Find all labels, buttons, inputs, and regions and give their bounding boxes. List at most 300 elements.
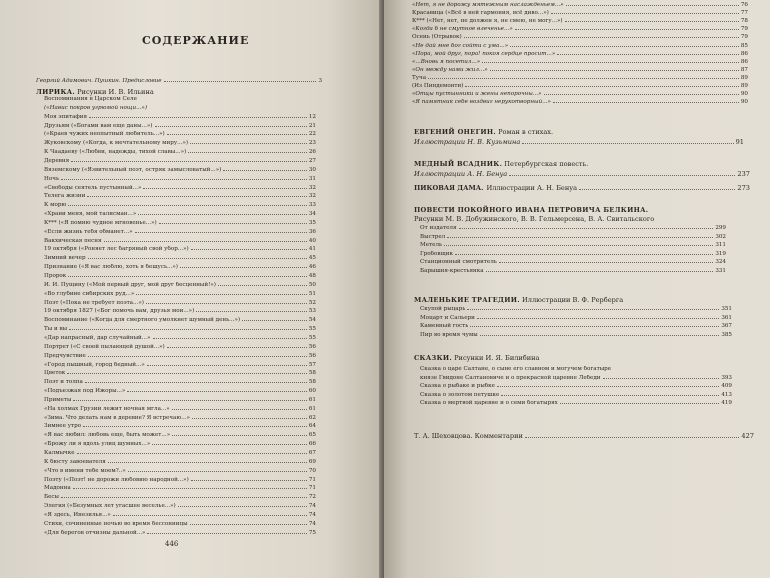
list-item (44, 185, 316, 192)
list-item (420, 332, 732, 339)
entry-page: 299 (715, 225, 726, 231)
leader-dots (104, 241, 307, 242)
leader-dots (77, 453, 307, 454)
entry-page: 413 (721, 391, 732, 398)
list-item (44, 149, 316, 156)
entry-page: 12 (308, 113, 316, 120)
entry-page: 40 (308, 237, 316, 244)
leader-dots (525, 437, 740, 438)
leader-dots (135, 232, 307, 233)
entry-title: Пророк (44, 273, 67, 279)
entry-page: 71 (308, 476, 316, 483)
entry-page: 331 (715, 268, 726, 274)
list-item (44, 512, 316, 519)
list-item (412, 59, 748, 66)
leader-dots (87, 196, 307, 197)
entry-title: Осень (Отрывок) (412, 34, 462, 41)
list-item (44, 432, 316, 439)
entry-page: 74 (308, 520, 316, 527)
entry-title: К*** («Я помню чудное мгновенье...») (44, 219, 157, 226)
entry-page: 367 (721, 323, 732, 330)
entry-page: 58 (308, 379, 316, 386)
onegin-title: ЕВГЕНИЙ ОНЕГИН. (414, 128, 496, 136)
list-item (44, 96, 316, 103)
list-item (44, 229, 316, 236)
entry-title: «Не дай мне бог сойти с ума...» (412, 42, 509, 49)
list-item (412, 18, 748, 25)
list-item (420, 323, 732, 330)
entry-title: («Краев чужих неопытный любитель...») (44, 131, 165, 138)
list-item (44, 291, 316, 298)
leader-dots (603, 378, 720, 379)
entry-page: 22 (308, 131, 316, 138)
leader-dots (172, 409, 307, 410)
list-item (44, 362, 316, 369)
leader-dots (501, 395, 719, 396)
leader-dots (579, 189, 735, 190)
entry-page: 385 (721, 331, 732, 338)
list-item (44, 335, 316, 342)
list-item (44, 273, 316, 280)
entry-title: К Чаадаеву («Любви, надежды, тихой славы...») (44, 149, 187, 156)
entry-page: 48 (308, 273, 316, 279)
list-item (412, 2, 748, 9)
entry-title: Ты и вы (44, 326, 68, 333)
entry-title: Воспоминание («Когда для смертного умолкнет шумный день...») (44, 317, 241, 324)
list-item (44, 521, 316, 528)
leader-dots (522, 143, 733, 144)
entry-title: Предчувствие (44, 352, 86, 359)
entry-title: «Пора, мой друг, пора! покоя сердце просит...» (412, 50, 556, 57)
belkin-header (414, 206, 648, 214)
list-item (44, 459, 316, 466)
entry-page: 66 (308, 441, 316, 448)
entry-page: 86 (740, 58, 748, 65)
entry-title: Метель (420, 242, 443, 249)
horseman-page: 237 (737, 170, 750, 178)
entry-page: 61 (308, 405, 316, 412)
list-item (44, 477, 316, 484)
entry-page: 89 (740, 83, 748, 89)
list-item (44, 131, 316, 138)
entry-page: 72 (308, 494, 316, 501)
lyrics-header-bold: ЛИРИКА. (36, 88, 76, 96)
leader-dots (218, 285, 307, 286)
leader-dots (551, 13, 739, 14)
list-item (44, 441, 316, 448)
entry-page: 62 (308, 414, 316, 421)
leader-dots (172, 435, 307, 436)
entry-page: 35 (308, 219, 316, 226)
comments-page: 427 (741, 432, 754, 440)
entry-title: Признание («Я вас люблю, хоть я бешусь...») (44, 264, 178, 271)
entry-title: Друзьям («Богами вам еще даны...») (44, 122, 153, 129)
entry-page: 56 (308, 343, 316, 350)
entry-page: 85 (740, 42, 748, 49)
spades-entry (414, 184, 750, 192)
list-item (412, 67, 748, 74)
entry-title: Портрет («С своей пылающей душой...») (44, 343, 165, 350)
leader-dots (428, 78, 739, 79)
list-item (420, 400, 732, 407)
list-item (44, 105, 316, 112)
leader-dots (464, 37, 739, 38)
belkin-illustrators-text: Рисунки М. В. Добужинского, В. В. Гельмерсена, В. А. Свитальского (414, 215, 655, 223)
leader-dots (152, 444, 307, 445)
entry-page: 419 (721, 400, 732, 407)
leader-dots (467, 309, 719, 310)
entry-page: 393 (721, 374, 732, 381)
horseman-subtitle: Петербургская повесть. (504, 160, 589, 168)
tragedies-illustrator: Иллюстрации В. Ф. Рерберга (522, 296, 624, 304)
list-item (44, 300, 316, 307)
entry-page: 26 (308, 149, 316, 156)
entry-title: «Я здесь, Инезилья...» (44, 511, 111, 518)
entry-title: Жуковскому («Когда, к мечтательному миру...») (44, 140, 189, 147)
leader-dots (138, 214, 307, 215)
list-item (44, 114, 316, 121)
entry-page: 409 (721, 383, 732, 390)
leader-dots (447, 237, 713, 238)
entry-title: Приметы (44, 396, 72, 403)
entry-title: «Я вас любил: любовь еще, быть может...» (44, 432, 171, 439)
comments-entry (414, 432, 754, 440)
entry-page: 56 (308, 352, 316, 359)
list-item (420, 366, 732, 373)
leader-dots (73, 488, 307, 489)
entry-page: 50 (308, 281, 316, 288)
leader-dots (242, 320, 307, 321)
entry-page: 27 (308, 157, 316, 164)
entry-page: 55 (308, 326, 316, 333)
belkin-title: ПОВЕСТИ ПОКОЙНОГО ИВАНА ПЕТРОВИЧА БЕЛКИНА. (414, 206, 649, 214)
entry-page: 34 (308, 211, 316, 218)
entry-title: (Из Пиндемонти) (412, 83, 464, 89)
leader-dots (71, 161, 307, 162)
list-item (44, 255, 316, 262)
leader-dots (147, 365, 307, 366)
onegin-subtitle: Роман в стихах. (498, 128, 554, 136)
comments-text: Т. А. Шеховцова. Комментарии (414, 432, 523, 440)
leader-dots (159, 223, 307, 224)
leader-dots (83, 426, 307, 427)
entry-page: 55 (308, 334, 316, 341)
entry-page: 52 (308, 299, 316, 306)
leader-dots (515, 29, 739, 30)
entry-title: Мадонна (44, 485, 71, 492)
list-item (420, 375, 732, 382)
entry-title: Пир во время чумы (420, 331, 478, 338)
list-item (412, 51, 748, 58)
entry-page: 32 (308, 193, 316, 200)
entry-title: князе Гвидоне Салтановиче и о прекрасной царевне Лебеди (420, 374, 601, 381)
entry-page: 51 (308, 290, 316, 297)
entry-page: 74 (308, 511, 316, 518)
leader-dots (486, 271, 714, 272)
entry-page: 71 (308, 485, 316, 492)
leader-dots (557, 54, 739, 55)
list-item (412, 83, 748, 90)
list-item (44, 158, 316, 165)
leader-dots (61, 497, 307, 498)
horseman-header (414, 160, 588, 168)
horseman-entry (414, 170, 750, 178)
entry-title: Сказка о золотом петушке (420, 391, 500, 398)
list-item (44, 193, 316, 200)
leader-dots (61, 179, 307, 180)
entry-page: 75 (308, 529, 316, 536)
entry-title: Туча (412, 74, 427, 81)
leader-dots (191, 249, 307, 250)
list-item (420, 234, 726, 241)
entry-page: 351 (721, 306, 732, 312)
list-item (44, 123, 316, 130)
entry-title: Цветок (44, 370, 66, 377)
entry-page: 23 (308, 140, 316, 147)
list-item (420, 315, 732, 322)
left-page (0, 0, 384, 578)
list-item (44, 344, 316, 351)
entry-page: 61 (308, 396, 316, 403)
list-item (44, 485, 316, 492)
leader-dots (143, 188, 306, 189)
entry-page: 87 (740, 66, 748, 73)
leader-dots (223, 170, 307, 171)
leader-dots (167, 347, 307, 348)
leader-dots (544, 94, 739, 95)
belkin-illustrators (414, 215, 654, 223)
entry-title: Красавица («Всё в ней гармония, всё диво...») (412, 10, 549, 17)
entry-page: 36 (308, 228, 316, 235)
list-item (412, 91, 748, 98)
entry-page: 70 (308, 467, 316, 474)
entry-title: «Когда б не смутное влеченье...» (412, 26, 513, 33)
entry-page: 89 (740, 74, 748, 81)
leader-dots (178, 506, 307, 507)
lyrics-header-rest: Рисунки И. В. Ильина (77, 88, 154, 96)
list-item (44, 317, 316, 324)
entry-page: 21 (308, 122, 316, 129)
list-item (420, 268, 726, 275)
list-item (412, 75, 748, 82)
tales-title: СКАЗКИ. (414, 354, 452, 362)
entry-title: От издателя (420, 225, 457, 231)
leader-dots (191, 480, 307, 481)
list-item (44, 397, 316, 404)
entry-title: «Дар напрасный, дар случайный...» (44, 334, 151, 341)
leader-dots (465, 86, 738, 87)
leader-dots (85, 382, 307, 383)
list-item (44, 202, 316, 209)
entry-title: Калмычке (44, 450, 75, 456)
leader-dots (470, 326, 719, 327)
leader-dots (68, 205, 307, 206)
leader-dots (480, 335, 720, 336)
leader-dots (490, 70, 739, 71)
list-item (44, 308, 316, 315)
entry-page: 46 (308, 264, 316, 271)
entry-title: «Я памятник себе воздвиг нерукотворный...» (412, 99, 551, 106)
entry-title: «Зима. Что делать нам в деревне? Я встречаю...» (44, 414, 190, 421)
entry-page: 86 (740, 50, 748, 57)
leader-dots (196, 311, 307, 312)
leader-dots (190, 143, 307, 144)
leader-dots (482, 62, 739, 63)
entry-page: 90 (740, 99, 748, 106)
entry-page: 65 (308, 432, 316, 439)
leader-dots (560, 403, 719, 404)
entry-title: «Если жизнь тебя обманет...» (44, 228, 133, 235)
entry-title: Телега жизни (44, 193, 86, 200)
entry-page: 41 (308, 246, 316, 253)
leader-dots (88, 258, 307, 259)
entry-page: 361 (721, 314, 732, 321)
entry-title: «Свободы сеятель пустынный...» (44, 184, 142, 191)
list-item (44, 423, 316, 430)
leader-dots (164, 81, 317, 82)
leader-dots (136, 294, 307, 295)
entry-title: «Нет, я не дорожу мятежным наслажденьем...» (412, 2, 564, 8)
leader-dots (167, 134, 307, 135)
list-item (44, 406, 316, 413)
leader-dots (108, 462, 307, 463)
list-item (44, 468, 316, 475)
leader-dots (477, 318, 719, 319)
leader-dots (188, 152, 307, 153)
entry-title: Элегия («Безумных лет угасшее веселье...») (44, 503, 176, 510)
entry-title: К бюсту завоевателя (44, 458, 106, 465)
list-item (44, 246, 316, 253)
list-item (412, 43, 748, 50)
leader-dots (68, 276, 307, 277)
list-item (44, 388, 316, 395)
list-item (412, 26, 748, 33)
leader-dots (73, 400, 306, 401)
entry-page: 57 (308, 361, 316, 368)
list-item (420, 392, 732, 399)
list-item (44, 264, 316, 271)
entry-page: 69 (308, 458, 316, 465)
leader-dots (155, 126, 307, 127)
entry-title: Поэт и толпа (44, 379, 83, 386)
list-item (420, 225, 726, 232)
entry-title: «...Вновь я посетил...» (412, 58, 481, 65)
horseman-title: МЕДНЫЙ ВСАДНИК. (414, 160, 503, 168)
leader-dots (67, 373, 307, 374)
tales-illustrator: Рисунки И. Я. Билибина (454, 354, 540, 362)
entry-title: 19 октября («Роняет лес багряный свой убор...») (44, 246, 189, 253)
entry-title: Воспоминания в Царском Селе (44, 96, 137, 102)
entry-page: 54 (308, 317, 316, 324)
entry-title: Вяземскому («Язвительный поэт, остряк замысловатый...») (44, 166, 222, 173)
intro-text: Георгий Адамович. Пушкин. Предисловие (36, 78, 162, 84)
list-item (44, 167, 316, 174)
page-title: СОДЕРЖАНИЕ (142, 34, 250, 47)
entry-page: 33 (308, 202, 316, 209)
leader-dots (113, 515, 307, 516)
entry-title: Деревня (44, 157, 70, 164)
leader-dots (499, 262, 714, 263)
leader-dots (510, 46, 739, 47)
leader-dots (190, 524, 307, 525)
intro-entry (36, 78, 322, 85)
tragedies-title: МАЛЕНЬКИЕ ТРАГЕДИИ. (414, 296, 520, 304)
leader-dots (128, 471, 307, 472)
tragedies-header (414, 296, 623, 304)
entry-title: Скупой рыцарь (420, 306, 466, 312)
list-item (44, 176, 316, 183)
entry-title: «Подъезжая под Ижоры...» (44, 388, 126, 395)
entry-title: «Город пышный, город бедный...» (44, 361, 145, 368)
entry-title: «Брожу ли я вдоль улиц шумных...» (44, 441, 151, 448)
entry-title: И. И. Пущину («Мой первый друг, мой друг бесценный!») (44, 281, 216, 288)
entry-title: Моя эпитафия (44, 113, 88, 120)
entry-title: 19 октября 1827 («Бог помочь вам, друзья мои...») (44, 308, 195, 315)
list-item (420, 259, 726, 266)
entry-title: Поэту («Поэт! не дорожи любовию народной...») (44, 476, 189, 483)
leader-dots (180, 267, 307, 268)
entry-title: Сказка о рыбаке и рыбке (420, 383, 495, 390)
entry-title: Каменный гость (420, 323, 469, 330)
list-item (420, 306, 732, 313)
entry-page: 78 (740, 18, 748, 25)
leader-dots (146, 303, 307, 304)
entry-page: 64 (308, 423, 316, 430)
list-item (44, 379, 316, 386)
entry-page: 90 (740, 91, 748, 98)
entry-title: Вакхическая песня (44, 237, 102, 244)
list-item (412, 34, 748, 41)
entry-page: 60 (308, 388, 316, 395)
leader-dots (565, 21, 739, 22)
entry-title: «На холмах Грузии лежит ночная мгла...» (44, 405, 170, 412)
entry-title: Выстрел (420, 233, 446, 240)
list-item (44, 415, 316, 422)
spades-illustrator: Иллюстрации А. Н. Бенуа (486, 184, 578, 192)
leader-dots (566, 5, 739, 6)
entry-title: Сказка о царе Салтане, о сыне его славном и могучем богатыре (420, 366, 612, 372)
entry-page: 79 (740, 34, 748, 41)
list-item (44, 238, 316, 245)
entry-page: 324 (715, 259, 726, 266)
entry-title: Гробовщик (420, 250, 453, 257)
leader-dots (553, 102, 739, 103)
entry-page: 45 (308, 255, 316, 262)
list-item (412, 99, 748, 106)
right-page (384, 0, 770, 578)
leader-dots (147, 533, 306, 534)
entry-page: 74 (308, 503, 316, 510)
entry-title: Стихи, сочиненные ночью во время бессонницы (44, 520, 188, 527)
entry-title: «Храни меня, мой талисман...» (44, 211, 137, 218)
leader-dots (88, 356, 307, 357)
entry-page: 31 (308, 175, 316, 182)
leader-dots (444, 245, 713, 246)
list-item (44, 220, 316, 227)
entry-title: Барышня-крестьянка (420, 268, 484, 274)
list-item (44, 450, 316, 457)
entry-page: 67 (308, 450, 316, 456)
entry-page: 53 (308, 308, 316, 315)
onegin-header (414, 128, 553, 136)
entry-title: «Для берегов отчизны дальной...» (44, 529, 146, 536)
entry-title: «Отцы пустынники и жены непорочны...» (412, 91, 542, 98)
entry-title: Бесы (44, 494, 60, 501)
spades-page: 273 (737, 184, 750, 192)
list-item (44, 494, 316, 501)
entry-title: Ночь (44, 175, 59, 182)
entry-page: 77 (740, 10, 748, 17)
